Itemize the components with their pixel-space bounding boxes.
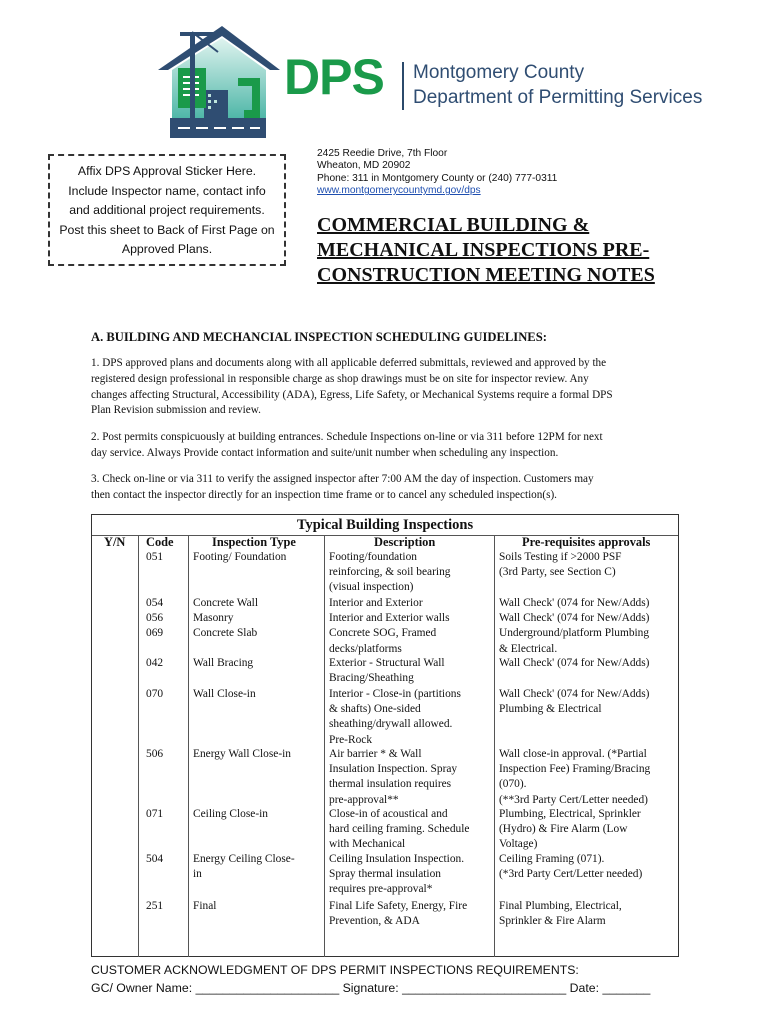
header-code: Code bbox=[146, 535, 174, 549]
logo-divider bbox=[402, 62, 404, 110]
header-prerequisites: Pre-requisites approvals bbox=[522, 535, 651, 549]
inspections-table bbox=[91, 514, 679, 957]
paragraph-line: 2. Post permits conspicuously at building entrances. Schedule Inspections on-line or via 311 before 12PM for next bbox=[91, 431, 603, 443]
table-row-description: Ceiling Insulation Inspection. Spray thermal insulation requires pre-approval* bbox=[329, 853, 465, 896]
column-divider bbox=[138, 535, 139, 957]
logo-dps-word: DPS bbox=[284, 49, 384, 105]
table-row-description: Final Life Safety, Energy, Fire Prevention, & ADA bbox=[329, 900, 468, 928]
header-description: Description bbox=[374, 535, 436, 549]
document-title bbox=[317, 213, 655, 288]
paragraph-line: day service. Always Provide contact information and suite/unit number when scheduling any inspection. bbox=[91, 446, 559, 459]
address-line: 2425 Reedie Drive, 7th Floor bbox=[317, 148, 448, 159]
table-row-prereq: Plumbing, Electrical, Sprinkler (Hydro) & Fire Alarm (Low Voltage) bbox=[499, 808, 641, 851]
table-row-type: Footing/ Foundation bbox=[193, 551, 287, 563]
logo-crane bbox=[190, 32, 195, 118]
paragraph-line: changes affecting Structural, Accessibility (ADA), Egress, Life Safety, or Mechanical Systems require a formal DPS bbox=[91, 388, 613, 401]
column-divider bbox=[494, 535, 495, 957]
sticker-line: Affix DPS Approval Sticker Here. bbox=[77, 164, 257, 178]
table-row-type: Concrete Wall Masonry Concrete Slab bbox=[193, 597, 258, 640]
table-row-code: 070 bbox=[146, 688, 164, 700]
header-yn: Y/N bbox=[104, 535, 126, 549]
phone-line: Phone: 311 in Montgomery County or (240) 777-0311 bbox=[317, 172, 558, 184]
table-row-description: Close-in of acoustical and hard ceiling framing. Schedule with Mechanical bbox=[329, 808, 470, 851]
org-name-line2: Department of Permitting Services bbox=[413, 87, 703, 108]
guideline-paragraph-3 bbox=[91, 472, 681, 504]
sticker-line: Post this sheet to Back of First Page on bbox=[59, 222, 275, 237]
table-row-prereq: Wall Check' (074 for New/Adds) Plumbing & Electrical bbox=[499, 688, 650, 716]
table-row-type: Final bbox=[193, 900, 217, 912]
table-row-code: 051 bbox=[146, 551, 164, 563]
table-row-code: 054 056 069 bbox=[146, 597, 164, 640]
table-row-description: Exterior - Structural Wall Bracing/Sheathing bbox=[329, 657, 445, 685]
owner-name-label: GC/ Owner Name: bbox=[91, 981, 193, 995]
acknowledgment-heading: CUSTOMER ACKNOWLEDGMENT OF DPS PERMIT INSPECTIONS REQUIREMENTS: bbox=[91, 963, 579, 977]
table-row-prereq: Wall Check' (074 for New/Adds) bbox=[499, 657, 650, 669]
table-row-type: Wall Close-in bbox=[193, 688, 256, 700]
table-row-description: Interior - Close-in (partitions & shafts) One-sided sheathing/drywall allowed. Pre-Rock bbox=[329, 688, 461, 746]
sticker-line: and additional project requirements. bbox=[69, 203, 265, 217]
table-row-prereq: Wall close-in approval. (*Partial Inspection Fee) Framing/Bracing (070). (**3rd Party Cert/Letter needed) bbox=[499, 748, 651, 806]
sticker-line: Approved Plans. bbox=[121, 242, 213, 256]
org-name-line1: Montgomery County bbox=[413, 62, 585, 83]
paragraph-line: then contact the inspector directly for an inspection time frame or to cancel any scheduled inspection(s). bbox=[91, 488, 557, 501]
approval-sticker-box bbox=[48, 154, 286, 266]
table-row-type: Energy Wall Close-in bbox=[193, 748, 291, 760]
guideline-paragraph-2 bbox=[91, 430, 681, 462]
signature-line bbox=[91, 981, 650, 995]
owner-name-field[interactable]: _____________________ bbox=[195, 981, 340, 995]
table-row-description: Footing/foundation reinforcing, & soil bearing (visual inspection) bbox=[329, 551, 451, 594]
paragraph-line: Plan Revision submission and review. bbox=[91, 404, 261, 417]
date-field[interactable]: _______ bbox=[602, 981, 651, 995]
title-line: MECHANICAL INSPECTIONS PRE- bbox=[317, 239, 650, 261]
table-row-code: 506 bbox=[146, 748, 164, 760]
title-line: CONSTRUCTION MEETING NOTES bbox=[317, 264, 655, 286]
table-row-code: 504 bbox=[146, 853, 164, 865]
signature-label: Signature: bbox=[342, 981, 399, 995]
website-link[interactable]: www.montgomerycountymd.gov/dps bbox=[317, 185, 481, 197]
section-a-heading: A. BUILDING AND MECHANCIAL INSPECTION SCHEDULING GUIDELINES: bbox=[91, 330, 547, 344]
table-row-description: Air barrier * & Wall Insulation Inspection. Spray thermal insulation requires pre-approval** bbox=[329, 748, 458, 806]
table-title: Typical Building Inspections bbox=[296, 517, 474, 533]
table-row-type: Ceiling Close-in bbox=[193, 808, 268, 820]
title-line: COMMERCIAL BUILDING & bbox=[317, 214, 590, 236]
dps-house-logo bbox=[150, 22, 280, 144]
table-row-prereq: Final Plumbing, Electrical, Sprinkler & Fire Alarm bbox=[499, 900, 622, 928]
paragraph-line: registered design professional in responsible charge as shop drawings must be on site for inspector review. Any bbox=[91, 372, 589, 385]
sticker-line: Include Inspector name, contact info bbox=[68, 183, 266, 198]
table-row-prereq: Soils Testing if >2000 PSF (3rd Party, see Section C) bbox=[499, 551, 622, 579]
table-row-prereq: Wall Check' (074 for New/Adds) Wall Check' (074 for New/Adds) Underground/platform Plumbing & Electrical. bbox=[499, 597, 650, 655]
table-row-code: 251 bbox=[146, 900, 164, 912]
table-row-code: 042 bbox=[146, 657, 164, 669]
signature-field[interactable]: ________________________ bbox=[402, 981, 567, 995]
table-row-type: Energy Ceiling Close- in bbox=[193, 853, 295, 881]
column-divider bbox=[324, 535, 325, 957]
logo-door bbox=[204, 90, 228, 118]
header-inspection-type: Inspection Type bbox=[212, 535, 296, 549]
paragraph-line: 1. DPS approved plans and documents along with all applicable deferred submittals, reviewed and approved by the bbox=[91, 357, 607, 369]
table-row-code: 071 bbox=[146, 808, 164, 820]
paragraph-line: 3. Check on-line or via 311 to verify the assigned inspector after 7:00 AM the day of inspection. Customers may bbox=[91, 473, 594, 485]
column-divider bbox=[188, 535, 189, 957]
guideline-paragraph-1 bbox=[91, 356, 681, 419]
table-row-type: Wall Bracing bbox=[193, 657, 254, 669]
office-address bbox=[317, 148, 557, 198]
date-label: Date: bbox=[569, 981, 600, 995]
table-row-prereq: Ceiling Framing (071). (*3rd Party Cert/Letter needed) bbox=[499, 853, 643, 881]
table-row-description: Interior and Exterior Interior and Exterior walls Concrete SOG, Framed decks/platforms bbox=[329, 597, 450, 655]
address-line: Wheaton, MD 20902 bbox=[317, 160, 411, 172]
